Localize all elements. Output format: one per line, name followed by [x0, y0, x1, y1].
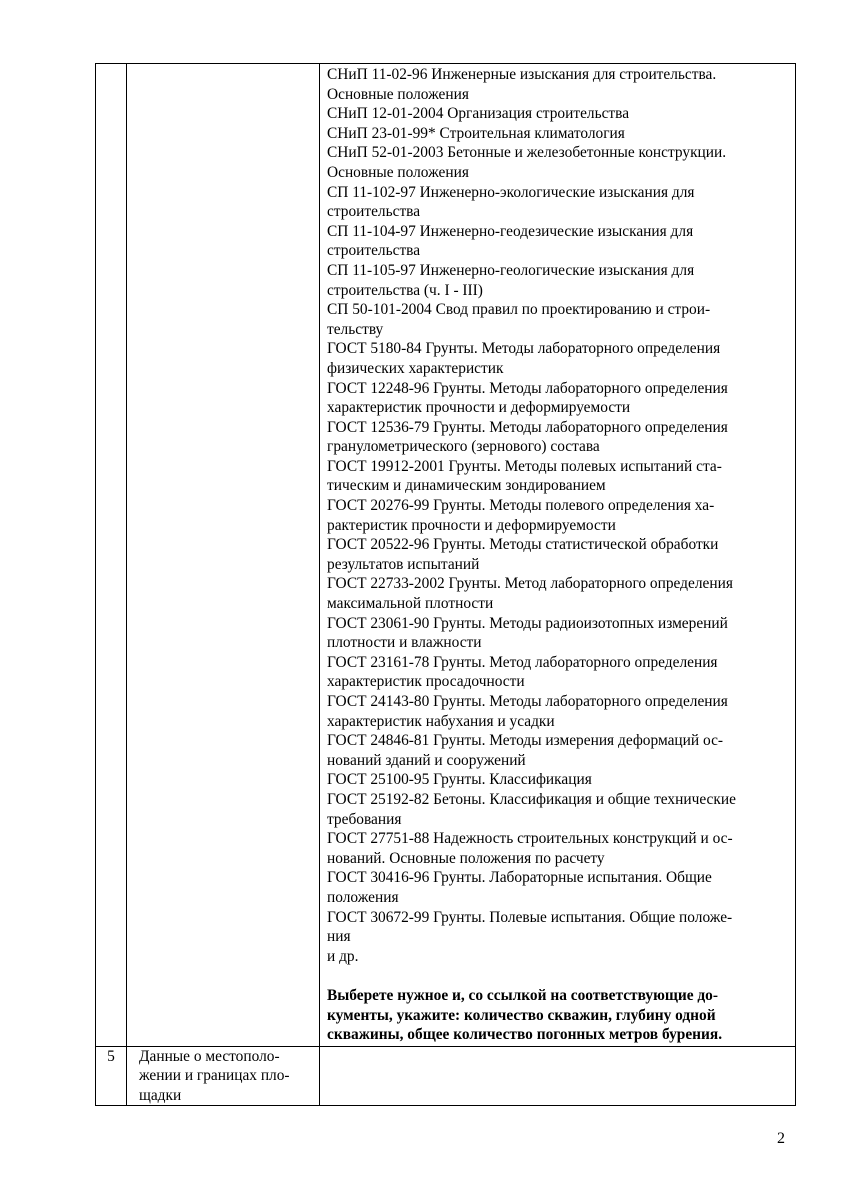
table-row [96, 64, 796, 1047]
document-line: ГОСТ 27751-88 Надежность строительных конструкций и ос- [327, 830, 733, 848]
document-line: нований. Основные положения по расчету [327, 849, 605, 867]
document-line: ГОСТ 25192-82 Бетоны. Классификация и общие технические [327, 790, 736, 808]
document-line: Основные положения [327, 85, 469, 103]
document-line: ГОСТ 30672-99 Грунты. Полевые испытания. Общие положе- [327, 908, 733, 926]
document-line: строительства [327, 203, 421, 221]
row-value-cell [320, 1046, 796, 1106]
document-line: характеристик прочности и деформируемости [327, 399, 631, 417]
document-line: строительства [327, 242, 421, 260]
document-line: ГОСТ 25100-95 Грунты. Классификация [327, 771, 592, 789]
document-line: ГОСТ 24846-81 Грунты. Методы измерения деформаций ос- [327, 732, 724, 750]
document-line: ния [327, 928, 351, 946]
document-line: СП 11-104-97 Инженерно-геодезические изыскания для [327, 222, 694, 240]
row-number-cell [96, 64, 127, 1047]
document-line: ГОСТ 30416-96 Грунты. Лабораторные испытания. Общие [327, 869, 712, 887]
document-line: СНиП 11-02-96 Инженерные изыскания для строительства. [327, 66, 717, 83]
document-line: Основные положения [327, 163, 469, 181]
table-row [96, 1046, 796, 1106]
document-line: результатов испытаний [327, 555, 480, 573]
document-line: СП 11-102-97 Инженерно-экологические изыскания для [327, 183, 695, 201]
document-line: строительства (ч. I - III) [327, 281, 483, 299]
document-line: ГОСТ 23161-78 Грунты. Метод лабораторного определения [327, 653, 718, 671]
document-line: ГОСТ 24143-80 Грунты. Методы лабораторного определения [327, 693, 728, 710]
document-line: положения [327, 888, 399, 906]
instruction-line: скважины, общее количество погонных метров бурения. [327, 1026, 723, 1044]
document-line: плотности и влажности [327, 634, 482, 652]
document-line: СП 11-105-97 Инженерно-геологические изыскания для [327, 261, 695, 279]
document-line: ГОСТ 12248-96 Грунты. Методы лабораторного определения [327, 379, 728, 397]
instruction-line: кументы, укажите: количество скважин, глубину одной [327, 1006, 716, 1024]
document-line: максимальной плотности [327, 595, 494, 613]
document-line: СНиП 52-01-2003 Бетонные и железобетонные конструкции. [327, 144, 727, 162]
document-line: и др. [327, 947, 359, 965]
document-line: СНиП 23-01-99* Строительная климатология [327, 124, 625, 142]
document-line: ГОСТ 12536-79 Грунты. Методы лабораторного определения [327, 418, 728, 436]
instruction-text [327, 986, 791, 1045]
document-line: ГОСТ 20276-99 Грунты. Методы полевого определения ха- [327, 497, 715, 515]
label-line: жении и границах пло- [139, 1067, 290, 1085]
document-line: нований зданий и сооружений [327, 751, 526, 769]
document-line: ГОСТ 23061-90 Грунты. Методы радиоизотопных измерений [327, 614, 728, 632]
document-line: физических характеристик [327, 359, 504, 377]
document-line: характеристик набухания и усадки [327, 712, 555, 730]
row-number-cell: 5 [96, 1046, 127, 1106]
document-line: ГОСТ 22733-2002 Грунты. Метод лабораторного определения [327, 575, 733, 593]
spacer [327, 966, 791, 986]
label-line: щадки [139, 1086, 182, 1104]
document-line: СНиП 12-01-2004 Организация строительства [327, 105, 630, 123]
normative-documents-list [327, 65, 791, 966]
row-name-cell [127, 1046, 320, 1106]
document-line: тельству [327, 320, 384, 338]
document-line: гранулометрического (зернового) состава [327, 438, 600, 456]
document-line: требования [327, 810, 402, 828]
instruction-line: Выберете нужное и, со ссылкой на соответствующие до- [327, 986, 718, 1004]
document-line: ГОСТ 19912-2001 Грунты. Методы полевых испытаний ста- [327, 457, 722, 475]
requirements-table [95, 63, 796, 1106]
document-line: ГОСТ 5180-84 Грунты. Методы лабораторного определения [327, 340, 721, 358]
label-line: Данные о местополо- [139, 1047, 280, 1065]
site-location-label [139, 1047, 315, 1106]
document-line: СП 50-101-2004 Свод правил по проектированию и строи- [327, 301, 711, 319]
document-line: ГОСТ 20522-96 Грунты. Методы статистической обработки [327, 536, 719, 554]
document-line: рактеристик прочности и деформируемости [327, 516, 616, 534]
page-number: 2 [777, 1130, 785, 1147]
document-line: тическим и динамическим зондированием [327, 477, 606, 495]
document-line: характеристик просадочности [327, 673, 525, 691]
row-name-cell [127, 64, 320, 1047]
normative-documents-cell [320, 64, 796, 1047]
